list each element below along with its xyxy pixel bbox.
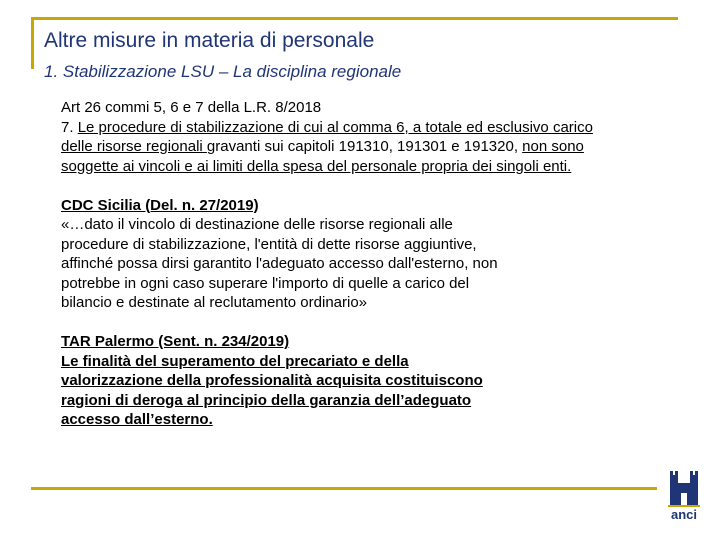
cdc-heading: CDC Sicilia (Del. n. 27/2019)	[61, 196, 259, 214]
tar-text-line: valorizzazione della professionalità acquisita costituiscono	[61, 372, 483, 389]
tar-text-line: accesso dall’esterno.	[61, 411, 213, 428]
frame-top-rule	[31, 17, 678, 20]
cdc-quote-line: «…dato il vincolo di destinazione delle risorse regionali alle	[61, 216, 453, 233]
anci-logo	[664, 465, 704, 523]
law-underlined-text-1: Le procedure di stabilizzazione di cui al comma 6, a totale ed esclusivo carico delle risorse regionali	[61, 118, 593, 155]
law-plain-text: gravanti sui capitoli 191310, 191301 e 191320,	[206, 138, 523, 155]
slide-body	[61, 98, 621, 430]
cdc-quote-line: bilancio e destinate al reclutamento ordinario»	[61, 294, 368, 311]
cdc-quote-line: procedure di stabilizzazione, l'entità di dette risorse aggiuntive,	[61, 235, 477, 253]
law-section	[61, 98, 621, 176]
law-paragraph	[61, 118, 621, 177]
cdc-section	[61, 196, 621, 313]
tar-heading: TAR Palermo (Sent. n. 234/2019)	[61, 333, 290, 350]
logo-text: anci	[670, 507, 698, 522]
law-reference: Art 26 commi 5, 6 e 7 della L.R. 8/2018	[61, 99, 322, 116]
law-paragraph-number: 7.	[61, 118, 78, 136]
tar-text-line: ragioni di deroga al principio della garanzia dell’adeguato	[61, 391, 472, 409]
slide-title: Altre misure in materia di personale	[44, 29, 375, 52]
frame-left-rule	[31, 17, 34, 69]
frame-bottom-rule	[31, 487, 657, 490]
tar-text-line: Le finalità del superamento del precariato e della	[61, 352, 409, 370]
law-underlined-text-2: non sono soggette ai vincoli e ai limiti della spesa del personale propria dei singoli enti.	[61, 138, 584, 175]
cdc-quote-line: affinché possa dirsi garantito l'adeguato accesso dall'esterno, non	[61, 255, 498, 272]
slide-subtitle: 1. Stabilizzazione LSU – La disciplina regionale	[44, 62, 402, 81]
cdc-quote-line: potrebbe in ogni caso superare l'importo di quelle a carico del	[61, 274, 470, 292]
tar-section	[61, 332, 621, 430]
